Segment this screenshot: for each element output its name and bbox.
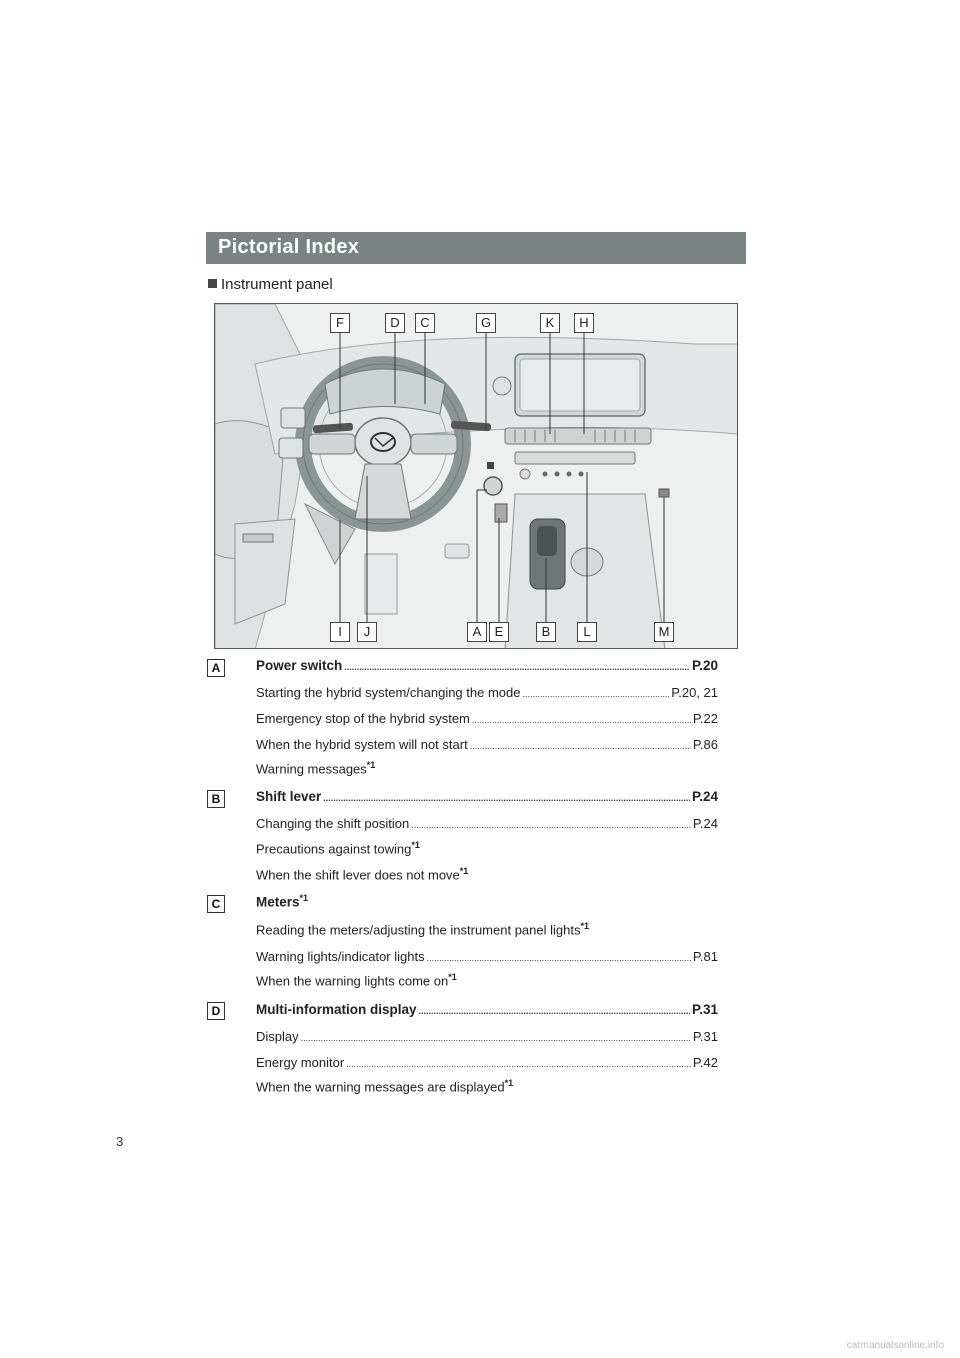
section-header-bar bbox=[206, 232, 746, 264]
index-marker-c: C bbox=[207, 895, 225, 913]
index-subentry[interactable]: Starting the hybrid system/changing the mode ..... P.20, 21 bbox=[256, 685, 718, 700]
dashboard-drawing bbox=[215, 304, 738, 649]
square-bullet-icon bbox=[208, 279, 217, 288]
index-subentry[interactable]: Reading the meters/adjusting the instrument panel lights$^{*1}$ bbox=[256, 921, 589, 938]
callout-h: H bbox=[574, 313, 594, 333]
index-subentry[interactable]: When the shift lever does not move$^{*1}$ bbox=[256, 866, 469, 883]
index-subentry[interactable]: When the hybrid system will not start ..... P.86 bbox=[256, 737, 718, 752]
index-subentry[interactable]: When the warning messages are displayed$^{*1}$ bbox=[256, 1078, 514, 1095]
footnote-ref: *1 bbox=[366, 760, 376, 770]
index-subentry[interactable]: Emergency stop of the hybrid system ..... P.22 bbox=[256, 711, 718, 726]
entry-page: P.20 bbox=[691, 658, 718, 673]
callout-b: B bbox=[536, 622, 556, 642]
callout-i: I bbox=[330, 622, 350, 642]
footnote-ref: *1 bbox=[459, 866, 469, 876]
callout-l: L bbox=[577, 622, 597, 642]
index-subentry[interactable]: Changing the shift position ..... P.24 bbox=[256, 816, 718, 831]
index-entry-meters[interactable]: Meters$^{*1}$ bbox=[256, 893, 309, 910]
index-subentry[interactable]: Warning messages$^{*1}$ bbox=[256, 760, 376, 777]
index-subentry[interactable]: Precautions against towing$^{*1}$ bbox=[256, 840, 420, 857]
footnote-ref: *1 bbox=[448, 972, 457, 982]
index-subentry[interactable]: Warning lights/indicator lights ..... P.81 bbox=[256, 949, 718, 964]
page-number: 3 bbox=[116, 1134, 124, 1149]
watermark: carmanualsonline.info bbox=[846, 1340, 944, 1351]
index-entry-power-switch[interactable] bbox=[256, 658, 718, 673]
index-subentry[interactable]: Display ..... P.31 bbox=[256, 1029, 718, 1044]
index-subentry[interactable]: When the warning lights come $on^{*1}$ bbox=[256, 972, 457, 989]
callout-k: K bbox=[540, 313, 560, 333]
callout-a: A bbox=[467, 622, 487, 642]
page-title: Pictorial Index bbox=[218, 236, 360, 258]
callout-m: M bbox=[654, 622, 674, 642]
index-entry-multi-information-display[interactable]: Multi-information display ..... P.31 bbox=[256, 1002, 718, 1017]
index-marker-d: D bbox=[207, 1002, 225, 1020]
index-marker-a: A bbox=[207, 659, 225, 677]
callout-g: G bbox=[476, 313, 496, 333]
index-subentry[interactable]: Energy monitor ..... P.42 bbox=[256, 1055, 718, 1070]
callout-d: D bbox=[385, 313, 405, 333]
callout-f: F bbox=[330, 313, 350, 333]
footnote-ref: *1 bbox=[299, 893, 309, 903]
callout-c: C bbox=[415, 313, 435, 333]
instrument-panel-illustration bbox=[214, 303, 738, 649]
index-marker-b: B bbox=[207, 790, 225, 808]
footnote-ref: *1 bbox=[411, 840, 420, 850]
footnote-ref: *1 bbox=[504, 1078, 514, 1088]
callout-e: E bbox=[489, 622, 509, 642]
section-heading-text: Instrument panel bbox=[221, 276, 333, 293]
callout-j: J bbox=[357, 622, 377, 642]
index-entry-shift-lever[interactable]: Shift lever ..... P.24 bbox=[256, 789, 718, 804]
section-heading bbox=[208, 276, 333, 293]
entry-label: Power switch bbox=[256, 658, 343, 673]
footnote-ref: *1 bbox=[580, 921, 589, 931]
